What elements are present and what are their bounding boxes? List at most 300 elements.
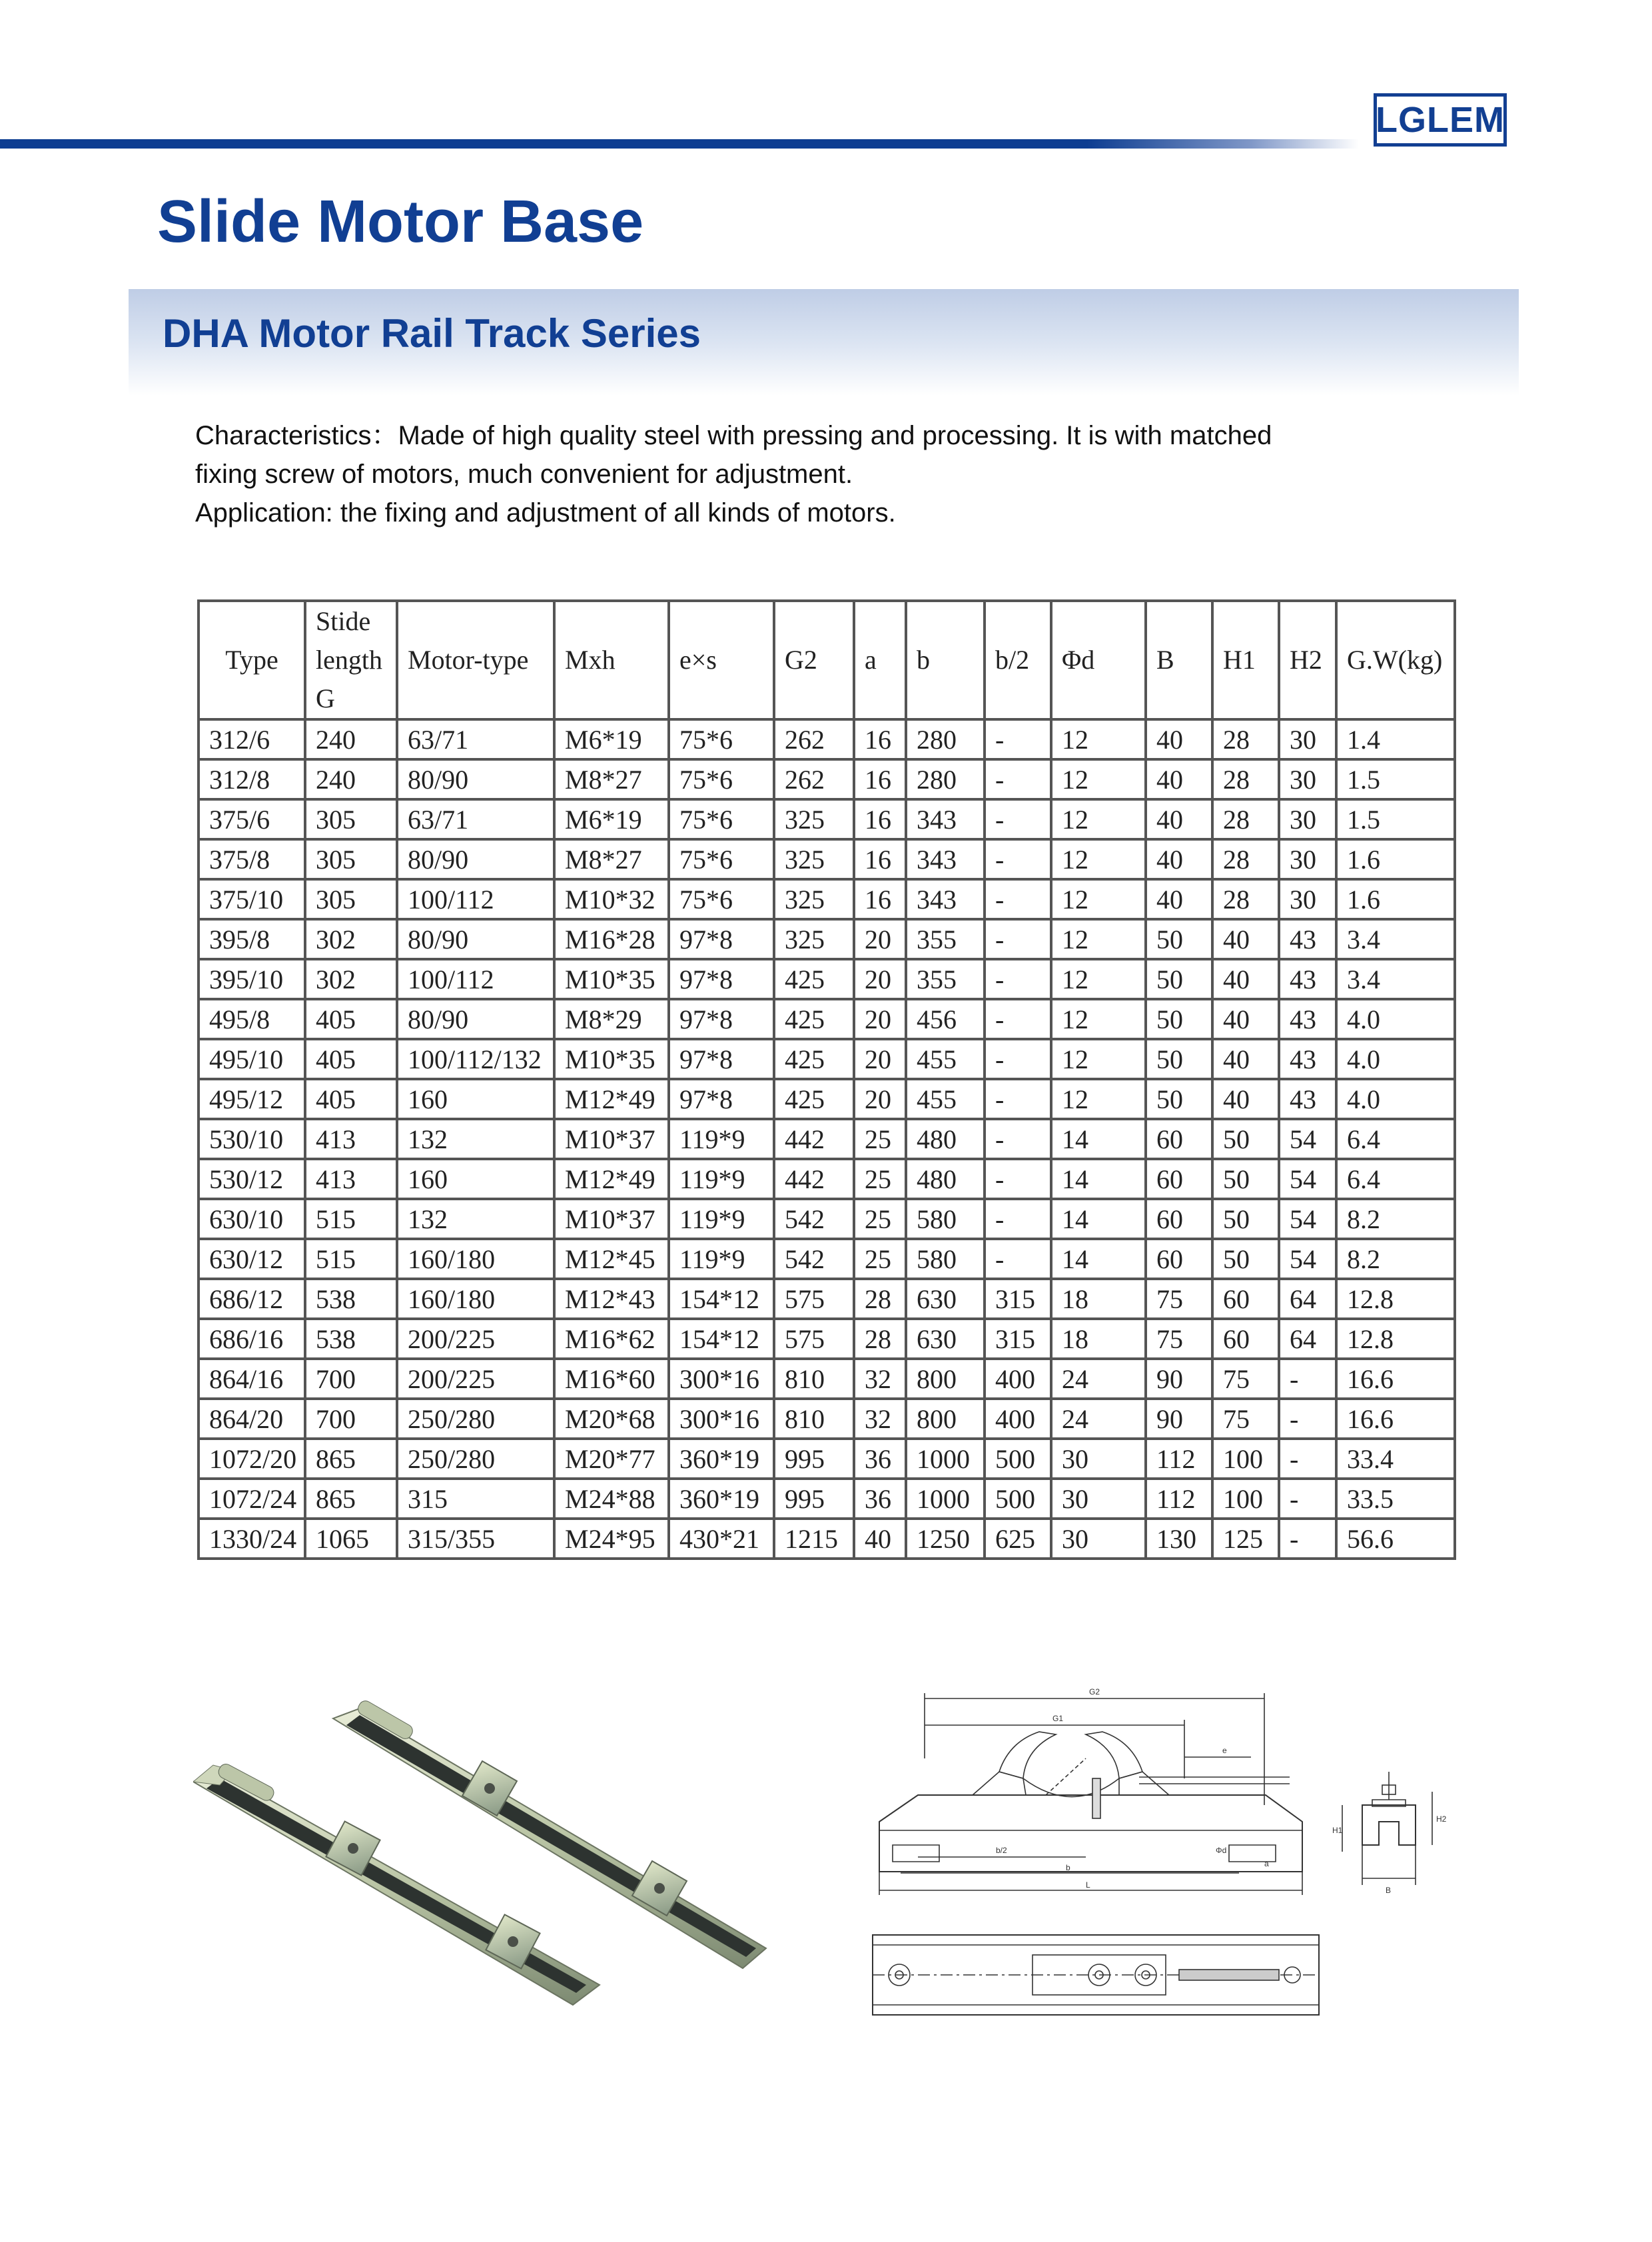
table-cell: - [1279,1519,1336,1559]
table-cell: 25 [854,1199,906,1239]
table-cell: 75*6 [669,759,774,799]
table-row [199,1119,1455,1159]
table-cell: 50 [1146,1039,1212,1079]
table-cell: 1330/24 [199,1519,305,1559]
table-cell: 3.4 [1336,919,1455,959]
table-cell: 30 [1051,1439,1146,1479]
table-cell: M6*19 [554,719,669,759]
table-cell: - [1279,1399,1336,1439]
table-cell: 425 [774,1039,854,1079]
table-cell: 500 [985,1439,1051,1479]
table-cell: 530/12 [199,1159,305,1199]
table-cell: 25 [854,1159,906,1199]
table-cell: 36 [854,1439,906,1479]
table-cell: 456 [906,999,985,1039]
table-cell: 495/12 [199,1079,305,1119]
table-cell: 25 [854,1119,906,1159]
table-cell: 80/90 [397,999,554,1039]
table-cell: 12 [1051,959,1146,999]
table-cell: 20 [854,959,906,999]
table-cell: 50 [1146,999,1212,1039]
table-cell: 800 [906,1399,985,1439]
table-row [199,1439,1455,1479]
table-row [199,879,1455,919]
table-cell: 16 [854,839,906,879]
table-cell: 14 [1051,1119,1146,1159]
table-cell: 20 [854,1079,906,1119]
table-cell: 480 [906,1119,985,1159]
table-cell: - [985,1039,1051,1079]
table-cell: 20 [854,999,906,1039]
table-cell: 30 [1279,799,1336,839]
table-cell: 1065 [305,1519,397,1559]
col-header: Mxh [554,601,669,719]
table-cell: M24*88 [554,1479,669,1519]
table-cell: M10*37 [554,1119,669,1159]
table-cell: 325 [774,879,854,919]
table-cell: 515 [305,1199,397,1239]
table-header-row [199,601,1455,719]
table-cell: 1.5 [1336,799,1455,839]
table-cell: 18 [1051,1279,1146,1319]
table-cell: 425 [774,959,854,999]
table-cell: 542 [774,1199,854,1239]
col-header: H1 [1212,601,1279,719]
table-cell: 32 [854,1399,906,1439]
table-cell: 325 [774,799,854,839]
table-cell: M10*37 [554,1199,669,1239]
table-cell: 413 [305,1159,397,1199]
table-cell: 413 [305,1119,397,1159]
table-cell: 200/225 [397,1319,554,1359]
table-cell: 240 [305,719,397,759]
table-cell: 14 [1051,1199,1146,1239]
table-cell: 36 [854,1479,906,1519]
table-cell: 12 [1051,999,1146,1039]
table-cell: 375/6 [199,799,305,839]
table-cell: 125 [1212,1519,1279,1559]
table-cell: 28 [1212,879,1279,919]
table-cell: 154*12 [669,1279,774,1319]
table-cell: - [985,919,1051,959]
table-cell: 30 [1279,719,1336,759]
table-cell: 425 [774,999,854,1039]
table-cell: 16 [854,879,906,919]
table-cell: 119*9 [669,1239,774,1279]
table-cell: 1000 [906,1439,985,1479]
table-cell: 280 [906,759,985,799]
description [195,416,1394,532]
table-body [199,719,1455,1559]
table-cell: 90 [1146,1359,1212,1399]
table-cell: 40 [1146,839,1212,879]
table-cell: M8*27 [554,839,669,879]
table-cell: 12 [1051,799,1146,839]
col-header: b [906,601,985,719]
table-cell: 425 [774,1079,854,1119]
table-cell: 810 [774,1399,854,1439]
table-cell: 360*19 [669,1439,774,1479]
table-cell: 305 [305,799,397,839]
table-cell: 495/10 [199,1039,305,1079]
table-cell: M8*29 [554,999,669,1039]
table-cell: 395/10 [199,959,305,999]
table-cell: 575 [774,1279,854,1319]
dim-e-label: e [1222,1746,1227,1755]
table-cell: 97*8 [669,999,774,1039]
table-cell: 75*6 [669,879,774,919]
table-cell: - [985,1159,1051,1199]
table-cell: 355 [906,919,985,959]
table-cell: 119*9 [669,1119,774,1159]
table-cell: 28 [1212,839,1279,879]
table-cell: 4.0 [1336,1079,1455,1119]
table-cell: 12 [1051,1039,1146,1079]
table-cell: 375/8 [199,839,305,879]
table-cell: 500 [985,1479,1051,1519]
table-cell: 50 [1212,1159,1279,1199]
table-cell: 30 [1051,1519,1146,1559]
brand-logo [1374,93,1507,147]
table-cell: 160 [397,1079,554,1119]
table-cell: 3.4 [1336,959,1455,999]
table-cell: 538 [305,1319,397,1359]
table-cell: 43 [1279,959,1336,999]
page-title: Slide Motor Base [157,188,644,255]
table-cell: M10*35 [554,1039,669,1079]
table-cell: 33.4 [1336,1439,1455,1479]
table-cell: M12*49 [554,1079,669,1119]
table-row [199,759,1455,799]
table-cell: 30 [1279,759,1336,799]
table-cell: 28 [854,1279,906,1319]
table-cell: 300*16 [669,1359,774,1399]
table-cell: 30 [1279,839,1336,879]
table-cell: 63/71 [397,799,554,839]
table-cell: 50 [1146,1079,1212,1119]
col-header: e×s [669,601,774,719]
table-cell: 100/112 [397,959,554,999]
table-cell: 16 [854,719,906,759]
table-cell: 6.4 [1336,1159,1455,1199]
table-cell: 50 [1212,1119,1279,1159]
table-cell: - [985,1079,1051,1119]
table-cell: 700 [305,1359,397,1399]
table-cell: - [985,999,1051,1039]
table-row [199,1359,1455,1399]
table-cell: 1072/24 [199,1479,305,1519]
table-cell: 262 [774,759,854,799]
table-cell: 60 [1146,1119,1212,1159]
table-cell: 63/71 [397,719,554,759]
table-row [199,799,1455,839]
table-cell: 1250 [906,1519,985,1559]
table-cell: 4.0 [1336,999,1455,1039]
table-cell: 43 [1279,1039,1336,1079]
table-row [199,1479,1455,1519]
table-cell: 80/90 [397,919,554,959]
table-cell: - [1279,1479,1336,1519]
table-cell: 480 [906,1159,985,1199]
table-cell: 625 [985,1519,1051,1559]
table-cell: - [985,959,1051,999]
table-cell: 1.5 [1336,759,1455,799]
table-cell: 312/6 [199,719,305,759]
table-cell: 54 [1279,1119,1336,1159]
table-cell: 25 [854,1239,906,1279]
table-cell: 40 [854,1519,906,1559]
table-row [199,1159,1455,1199]
table-cell: - [985,879,1051,919]
table-cell: 8.2 [1336,1199,1455,1239]
table-cell: 54 [1279,1199,1336,1239]
table-cell: M24*95 [554,1519,669,1559]
table-cell: 530/10 [199,1119,305,1159]
table-cell: 240 [305,759,397,799]
dim-a-label: a [1264,1859,1269,1868]
table-cell: 30 [1051,1479,1146,1519]
table-cell: 686/16 [199,1319,305,1359]
table-cell: 40 [1146,879,1212,919]
table-cell: 18 [1051,1319,1146,1359]
table-cell: 97*8 [669,1079,774,1119]
table-cell: 400 [985,1359,1051,1399]
table-cell: 119*9 [669,1159,774,1199]
table-cell: 405 [305,1039,397,1079]
table-cell: 43 [1279,999,1336,1039]
table-cell: 54 [1279,1239,1336,1279]
table-cell: 315 [397,1479,554,1519]
col-header: G.W(kg) [1336,601,1455,719]
table-cell: 630 [906,1279,985,1319]
table-cell: - [1279,1439,1336,1479]
section-subtitle: DHA Motor Rail Track Series [163,311,701,356]
technical-drawing [866,1679,1505,2052]
table-cell: 40 [1212,999,1279,1039]
table-cell: 33.5 [1336,1479,1455,1519]
table-cell: 8.2 [1336,1239,1455,1279]
table-cell: 50 [1146,919,1212,959]
table-cell: 97*8 [669,959,774,999]
table-cell: 60 [1146,1159,1212,1199]
table-cell: 1.4 [1336,719,1455,759]
table-cell: 1215 [774,1519,854,1559]
table-cell: 64 [1279,1279,1336,1319]
col-header: H2 [1279,601,1336,719]
table-cell: - [985,839,1051,879]
table-cell: - [985,759,1051,799]
table-cell: 343 [906,879,985,919]
table-cell: 1.6 [1336,839,1455,879]
table-cell: 60 [1146,1239,1212,1279]
table-cell: 160/180 [397,1239,554,1279]
table-cell: 325 [774,839,854,879]
table-cell: 100/112 [397,879,554,919]
table-cell: 442 [774,1159,854,1199]
dim-half-b-label: b/2 [996,1846,1007,1855]
table-cell: 12 [1051,879,1146,919]
table-cell: M12*49 [554,1159,669,1199]
dim-g2-label: G2 [1089,1687,1100,1696]
table-cell: 24 [1051,1359,1146,1399]
description-line: Application: the fixing and adjustment of all kinds of motors. [195,498,896,528]
table-cell: 14 [1051,1239,1146,1279]
col-header: Stide length G [305,601,397,719]
table-cell: M16*62 [554,1319,669,1359]
table-cell: 865 [305,1479,397,1519]
description-line: fixing screw of motors, much convenient for adjustment. [195,460,853,489]
table-cell: 12 [1051,719,1146,759]
table-row [199,839,1455,879]
table-row [199,959,1455,999]
table-cell: 75*6 [669,799,774,839]
table-cell: 542 [774,1239,854,1279]
table-cell: 75 [1146,1319,1212,1359]
table-cell: 75*6 [669,719,774,759]
description-line: Characteristics：Made of high quality steel with pressing and processing. It is with matched [195,421,1272,450]
table-cell: 64 [1279,1319,1336,1359]
table-row [199,1079,1455,1119]
table-cell: 700 [305,1399,397,1439]
dim-h2-label: H2 [1436,1814,1447,1824]
table-cell: 302 [305,959,397,999]
table-cell: 112 [1146,1439,1212,1479]
table-cell: 14 [1051,1159,1146,1199]
table-cell: 800 [906,1359,985,1399]
table-cell: 75*6 [669,839,774,879]
table-cell: 90 [1146,1399,1212,1439]
table-cell: M10*32 [554,879,669,919]
table-cell: 54 [1279,1159,1336,1199]
table-cell: 30 [1279,879,1336,919]
table-row [199,719,1455,759]
table-cell: 864/16 [199,1359,305,1399]
table-cell: 305 [305,839,397,879]
table-cell: 40 [1212,1079,1279,1119]
col-header: Φd [1051,601,1146,719]
table-cell: 315 [985,1319,1051,1359]
table-cell: 1072/20 [199,1439,305,1479]
table-cell: 1.6 [1336,879,1455,919]
table-cell: 160 [397,1159,554,1199]
product-photo [193,1692,793,2012]
table-row [199,1279,1455,1319]
col-header: a [854,601,906,719]
table-cell: 400 [985,1399,1051,1439]
table-cell: 40 [1146,759,1212,799]
table-cell: 16.6 [1336,1359,1455,1399]
dim-phi-d-label: Φd [1216,1846,1227,1855]
table-cell: 630 [906,1319,985,1359]
table-cell: 119*9 [669,1199,774,1239]
table-cell: 80/90 [397,839,554,879]
table-cell: 60 [1146,1199,1212,1239]
table-cell: 580 [906,1239,985,1279]
table-cell: 60 [1212,1279,1279,1319]
table-cell: 580 [906,1199,985,1239]
table-cell: 20 [854,1039,906,1079]
table-cell: - [985,1199,1051,1239]
table-cell: 16 [854,799,906,839]
dim-big-b-label: B [1386,1886,1392,1895]
table-cell: 455 [906,1039,985,1079]
table-row [199,1399,1455,1439]
table-cell: 56.6 [1336,1519,1455,1559]
table-cell: 360*19 [669,1479,774,1519]
table-cell: 315 [985,1279,1051,1319]
table-row [199,1519,1455,1559]
col-header: G2 [774,601,854,719]
table-cell: 315/355 [397,1519,554,1559]
table-cell: 430*21 [669,1519,774,1559]
table-row [199,999,1455,1039]
table-cell: 160/180 [397,1279,554,1319]
dim-b-label: b [1066,1863,1070,1872]
table-cell: - [985,1119,1051,1159]
table-cell: - [985,719,1051,759]
table-cell: 40 [1212,959,1279,999]
table-cell: 395/8 [199,919,305,959]
table-row [199,919,1455,959]
table-cell: 995 [774,1439,854,1479]
table-cell: 97*8 [669,919,774,959]
table-cell: 515 [305,1239,397,1279]
table-cell: 50 [1146,959,1212,999]
table-cell: 343 [906,799,985,839]
table-cell: 810 [774,1359,854,1399]
table-cell: 864/20 [199,1399,305,1439]
table-cell: 355 [906,959,985,999]
table-cell: - [985,1239,1051,1279]
table-cell: 154*12 [669,1319,774,1359]
table-cell: 686/12 [199,1279,305,1319]
table-cell: 325 [774,919,854,959]
table-cell: 312/8 [199,759,305,799]
table-cell: 20 [854,919,906,959]
col-header: Motor-type [397,601,554,719]
table-cell: M16*28 [554,919,669,959]
table-cell: 60 [1212,1319,1279,1359]
table-cell: 200/225 [397,1359,554,1399]
header-rule [0,139,1359,149]
table-cell: 100/112/132 [397,1039,554,1079]
table-cell: 40 [1212,919,1279,959]
rail-front [193,1762,600,2005]
table-cell: 50 [1212,1199,1279,1239]
table-cell: 442 [774,1119,854,1159]
table-cell: 75 [1212,1359,1279,1399]
table-cell: 250/280 [397,1399,554,1439]
table-cell: 12 [1051,759,1146,799]
table-cell: 262 [774,719,854,759]
col-header: Type [199,601,305,719]
table-cell: 4.0 [1336,1039,1455,1079]
table-cell: 132 [397,1199,554,1239]
brand-logo-text: LGLEM [1376,100,1505,140]
table-cell: M10*35 [554,959,669,999]
table-cell: 112 [1146,1479,1212,1519]
table-cell: 100 [1212,1479,1279,1519]
table-cell: 1000 [906,1479,985,1519]
dim-h1-label: H1 [1332,1826,1343,1835]
table-cell: M12*43 [554,1279,669,1319]
table-cell: 28 [1212,719,1279,759]
table-cell: 40 [1146,799,1212,839]
table-cell: M20*77 [554,1439,669,1479]
table-cell: 130 [1146,1519,1212,1559]
table-cell: 12 [1051,1079,1146,1119]
table-cell: 80/90 [397,759,554,799]
